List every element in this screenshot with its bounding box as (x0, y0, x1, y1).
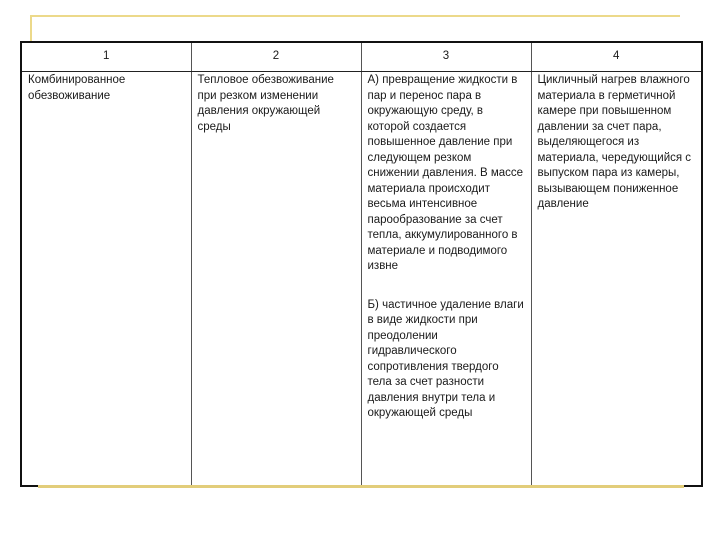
cell-method-type (21, 72, 191, 487)
decorative-bottom-line (38, 485, 684, 488)
decorative-left-line (30, 15, 32, 43)
header-col-2: 2 (191, 42, 361, 72)
method-type-text: Комбинированное обезвоживание (28, 74, 126, 102)
decorative-top-line (30, 15, 680, 17)
process-text: Цикличный нагрев влажного материала в герметичной камере при повышенном давлении за счет пара, выделяющегося из материала, чередующийся с выпуском пара из камеры, вызывающем пониженное давление (537, 74, 692, 210)
method-name-text: Тепловое обезвоживание при резком изменении давления окружающей среды (197, 74, 334, 133)
table-row (21, 72, 702, 487)
mechanism-b-text: Б) частичное удаление влаги в виде жидкости при преодолении гидравлического сопротивления твердого тела за счет разности давления внутри тела и окружающей среды (367, 298, 524, 419)
dewatering-methods-table (20, 41, 703, 487)
cell-method-name (191, 72, 361, 487)
cell-process (531, 72, 702, 487)
cell-mechanism (361, 72, 531, 487)
header-col-3: 3 (361, 42, 531, 72)
header-row (21, 42, 702, 72)
paragraph-gap (368, 275, 525, 298)
mechanism-a-text: А) превращение жидкости в пар и перенос пара в окружающую среду, в которой создается повышенное давление при следующем резком снижении давления. В массе материала происходит весьма интенсивное парообразование за счет тепла, аккумулированного в материале и подводимого извне (367, 74, 524, 272)
header-col-1: 1 (21, 42, 191, 72)
header-col-4: 4 (531, 42, 702, 72)
